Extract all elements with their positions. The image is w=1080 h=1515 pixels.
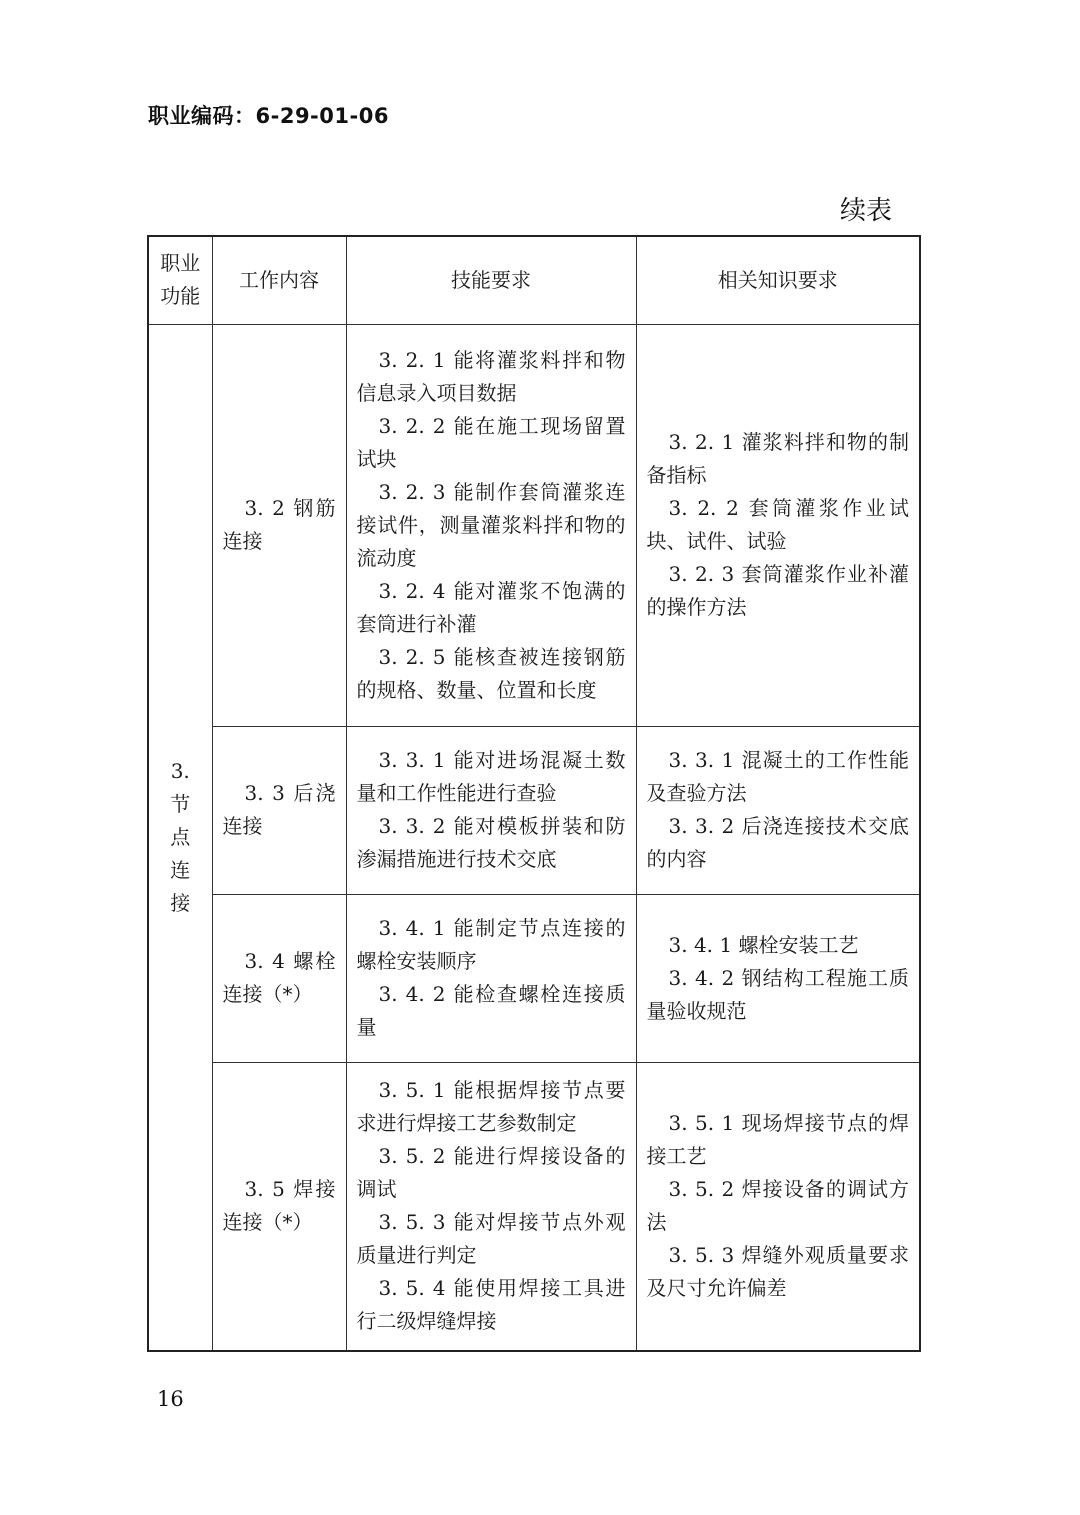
- skill-item: 3. 2. 3 能制作套筒灌浆连接试件，测量灌浆料拌和物的流动度: [356, 479, 626, 570]
- knowledge-item: 3. 5. 3 焊缝外观质量要求及尺寸允许偏差: [646, 1243, 909, 1301]
- skills-cell: [346, 1062, 636, 1351]
- knowledge-item: 3. 4. 2 钢结构工程施工质量验收规范: [646, 965, 909, 1023]
- page-number: 16: [157, 1387, 184, 1411]
- function-char: 节: [170, 791, 191, 816]
- header-work-content: 工作内容: [212, 236, 346, 324]
- table-header-row: [148, 236, 920, 324]
- knowledge-item: 3. 2. 3 套筒灌浆作业补灌的操作方法: [646, 562, 909, 619]
- skills-cell: [346, 726, 636, 894]
- table-row: [148, 726, 920, 894]
- knowledge-cell: [636, 894, 920, 1062]
- function-char: 连: [170, 857, 191, 882]
- work-content-text: 3. 2 钢筋连接: [222, 496, 336, 553]
- work-content-cell: [212, 726, 346, 894]
- skill-item: 3. 4. 2 能检查螺栓连接质量: [356, 982, 626, 1039]
- table-row: [148, 894, 920, 1062]
- header-skill-requirements: 技能要求: [346, 236, 636, 324]
- work-content-cell: [212, 324, 346, 726]
- knowledge-cell: [636, 726, 920, 894]
- function-cell: [148, 324, 212, 1351]
- header-function: [148, 236, 212, 324]
- skill-item: 3. 4. 1 能制定节点连接的螺栓安装顺序: [356, 916, 626, 973]
- skill-item: 3. 2. 1 能将灌浆料拌和物信息录入项目数据: [356, 347, 626, 405]
- work-content-text: 3. 4 螺栓连接（*）: [222, 949, 336, 1006]
- skill-item: 3. 5. 3 能对焊接节点外观质量进行判定: [356, 1210, 626, 1268]
- header-function-line2: 功能: [160, 284, 201, 309]
- occupation-code: 职业编码：6-29-01-06: [148, 104, 389, 128]
- skill-item: 3. 5. 2 能进行焊接设备的调试: [356, 1144, 626, 1202]
- knowledge-item: 3. 2. 1 灌浆料拌和物的制备指标: [646, 430, 909, 487]
- skill-item: 3. 2. 2 能在施工现场留置试块: [356, 413, 626, 471]
- skill-item: 3. 5. 4 能使用焊接工具进行二级焊缝焊接: [356, 1276, 626, 1334]
- work-content-cell: [212, 894, 346, 1062]
- skills-cell: [346, 894, 636, 1062]
- header-function-line1: 职业: [160, 251, 201, 276]
- knowledge-item: 3. 3. 1 混凝土的工作性能及查验方法: [646, 748, 909, 805]
- knowledge-item: 3. 3. 2 后浇连接技术交底的内容: [646, 814, 909, 871]
- header-knowledge-requirements: 相关知识要求: [636, 236, 920, 324]
- knowledge-item: 3. 5. 2 焊接设备的调试方法: [646, 1177, 909, 1235]
- skill-item: 3. 3. 2 能对模板拼装和防渗漏措施进行技术交底: [356, 814, 626, 871]
- work-content-cell: [212, 1062, 346, 1351]
- knowledge-item: 3. 5. 1 现场焊接节点的焊接工艺: [646, 1111, 909, 1169]
- knowledge-item: 3. 2. 2 套筒灌浆作业试块、试件、试验: [646, 496, 909, 553]
- work-content-text: 3. 5 焊接连接（*）: [222, 1177, 336, 1235]
- function-char: 接: [170, 890, 191, 915]
- skill-item: 3. 2. 5 能核查被连接钢筋的规格、数量、位置和长度: [356, 644, 626, 702]
- table-row: [148, 324, 920, 726]
- skill-item: 3. 3. 1 能对进场混凝土数量和工作性能进行查验: [356, 748, 626, 805]
- work-content-text: 3. 3 后浇连接: [222, 781, 336, 838]
- table-row: [148, 1062, 920, 1351]
- knowledge-cell: [636, 1062, 920, 1351]
- continued-label: 续表: [839, 196, 892, 226]
- function-number: 3.: [170, 758, 190, 783]
- skill-item: 3. 2. 4 能对灌浆不饱满的套筒进行补灌: [356, 578, 626, 636]
- skills-cell: [346, 324, 636, 726]
- function-char: 点: [170, 824, 191, 849]
- knowledge-item: 3. 4. 1 螺栓安装工艺: [668, 932, 859, 957]
- knowledge-cell: [636, 324, 920, 726]
- requirements-table: [147, 235, 921, 1352]
- skill-item: 3. 5. 1 能根据焊接节点要求进行焊接工艺参数制定: [356, 1078, 626, 1136]
